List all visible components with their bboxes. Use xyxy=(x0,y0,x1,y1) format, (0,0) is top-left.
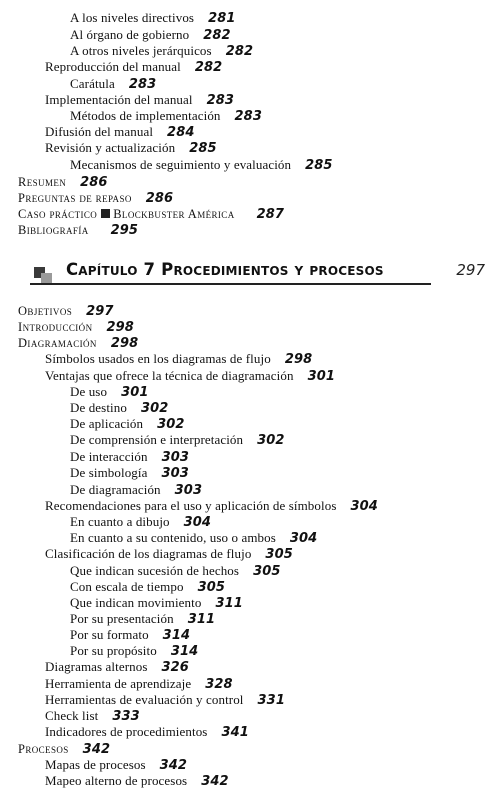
toc-entry-page: 304 xyxy=(350,499,378,514)
toc-entry-page: 303 xyxy=(174,483,203,498)
toc-entry xyxy=(45,546,293,562)
toc-entry-label: Al órgano de gobierno xyxy=(70,27,190,42)
toc-entry xyxy=(70,432,285,448)
toc-entry-label: A los niveles directivos xyxy=(70,10,195,25)
toc-entry xyxy=(45,140,217,156)
toc-entry-page: 286 xyxy=(80,175,108,190)
toc-entry-page: 342 xyxy=(159,758,188,773)
toc-entry-label: Herramienta de aprendizaje xyxy=(45,676,192,691)
toc-entry-label: Mapeo alterno de procesos xyxy=(45,773,188,788)
toc-entry-label-case: Blockbuster América xyxy=(113,207,235,221)
toc-entry-page: 304 xyxy=(183,515,212,530)
toc-entry-page: 302 xyxy=(257,433,285,448)
toc-entry xyxy=(45,368,335,384)
toc-entry-page: 331 xyxy=(257,693,285,708)
toc-entry-label: De aplicación xyxy=(70,416,144,431)
toc-entry-label: Clasificación de los diagramas de flujo xyxy=(45,546,252,561)
toc-entry xyxy=(70,10,236,26)
toc-entry-label: De interacción xyxy=(70,449,148,464)
toc-entry-label: A otros niveles jerárquicos xyxy=(70,43,212,58)
toc-entry-label: Reproducción del manual xyxy=(45,59,181,74)
toc-entry xyxy=(70,43,253,59)
toc-entry xyxy=(45,659,189,675)
toc-entry xyxy=(45,773,229,789)
toc-entry-page: 342 xyxy=(82,742,111,757)
toc-entry-label: Herramientas de evaluación y control xyxy=(45,692,244,707)
toc-entry-page: 295 xyxy=(110,223,139,238)
toc-entry-label: Introducción xyxy=(18,320,93,334)
chapter-title: Capítulo 7 Procedimientos y procesos xyxy=(66,260,384,279)
toc-entry xyxy=(70,108,262,124)
toc-entry-label: Procesos xyxy=(18,742,69,756)
toc-entry-label: En cuanto a dibujo xyxy=(70,514,170,529)
toc-entry-page: 284 xyxy=(167,125,195,140)
toc-entry-label: Con escala de tiempo xyxy=(70,579,184,594)
toc-entry-page: 283 xyxy=(128,77,157,92)
toc-entry-page: 282 xyxy=(203,28,231,43)
toc-entry-page: 314 xyxy=(162,628,191,643)
toc-entry-label: Diagramas alternos xyxy=(45,659,148,674)
toc-entry xyxy=(45,724,249,740)
toc-entry-page: 304 xyxy=(289,531,318,546)
toc-entry xyxy=(45,124,194,140)
toc-entry-page: 303 xyxy=(161,466,189,481)
toc-entry-page: 287 xyxy=(256,207,285,222)
toc-entry-label: Que indican movimiento xyxy=(70,595,202,610)
toc-entry-label: Por su formato xyxy=(70,627,149,642)
toc-entry-label: Por su propósito xyxy=(70,643,157,658)
toc-entry-page: 281 xyxy=(208,11,236,26)
toc-entry-label: Caso práctico xyxy=(18,207,98,221)
toc-entry-label: Difusión del manual xyxy=(45,124,154,139)
toc-entry-label: Recomendaciones para el uso y aplicación de símbolos xyxy=(45,498,337,513)
toc-entry-page: 305 xyxy=(253,564,281,579)
toc-entry-label: Objetivos xyxy=(18,304,73,318)
toc-entry-label: Check list xyxy=(45,708,99,723)
toc-entry xyxy=(70,384,149,400)
toc-entry-label: Carátula xyxy=(70,76,115,91)
toc-entry xyxy=(70,76,156,92)
toc-entry-label: De destino xyxy=(70,400,127,415)
toc-entry xyxy=(70,579,225,595)
toc-entry-page: 305 xyxy=(197,580,225,595)
toc-entry-label: Símbolos usados en los diagramas de flujo xyxy=(45,351,271,366)
toc-entry xyxy=(70,530,317,546)
toc-entry xyxy=(18,190,173,206)
toc-entry-label: De simbología xyxy=(70,465,148,480)
toc-entry-bibliografia xyxy=(18,222,138,238)
toc-entry-page: 341 xyxy=(221,725,249,740)
toc-entry-page: 302 xyxy=(157,417,185,432)
toc-entry-page: 342 xyxy=(201,774,229,789)
toc-entry-page: 285 xyxy=(189,141,217,156)
toc-entry xyxy=(70,27,231,43)
toc-entry xyxy=(45,351,312,367)
toc-entry-page: 333 xyxy=(112,709,140,724)
toc-entry-label: De uso xyxy=(70,384,108,399)
square-bullet-icon xyxy=(101,209,110,218)
toc-entry xyxy=(70,563,281,579)
toc-entry-page: 303 xyxy=(161,450,189,465)
toc-entry xyxy=(45,498,378,514)
toc-entry xyxy=(45,708,140,724)
chapter-rule xyxy=(30,283,431,285)
toc-entry xyxy=(70,643,198,659)
chapter-heading xyxy=(0,260,501,286)
toc-entry xyxy=(45,59,222,75)
toc-entry-page: 298 xyxy=(106,320,134,335)
toc-entry xyxy=(70,157,333,173)
toc-entry-page: 298 xyxy=(284,352,313,367)
toc-entry-label: En cuanto a su contenido, uso o ambos xyxy=(70,530,276,545)
toc-entry-page: 282 xyxy=(194,60,223,75)
toc-entry xyxy=(45,757,187,773)
toc-entry xyxy=(70,611,215,627)
toc-entry xyxy=(45,92,234,108)
toc-entry-page: 301 xyxy=(121,385,149,400)
toc-entry-label: Mapas de procesos xyxy=(45,757,146,772)
toc-entry-label: De diagramación xyxy=(70,482,161,497)
toc-entry-page: 328 xyxy=(205,677,233,692)
toc-entry-label: Indicadores de procedimientos xyxy=(45,724,208,739)
toc-entry xyxy=(70,400,168,416)
toc-entry xyxy=(70,627,190,643)
toc-entry-page: 283 xyxy=(206,93,235,108)
toc-entry xyxy=(18,319,134,335)
toc-entry-label: Ventajas que ofrece la técnica de diagramación xyxy=(45,368,294,383)
toc-entry-page: 283 xyxy=(234,109,262,124)
toc-entry xyxy=(18,335,138,351)
toc-entry-page: 311 xyxy=(215,596,243,611)
toc-entry-label: De comprensión e interpretación xyxy=(70,432,244,447)
toc-entry-page: 326 xyxy=(161,660,189,675)
toc-entry-label: Bibliografía xyxy=(18,223,89,237)
toc-entry-label: Mecanismos de seguimiento y evaluación xyxy=(70,157,292,172)
toc-entry-label: Métodos de implementación xyxy=(70,108,221,123)
toc-entry-label: Por su presentación xyxy=(70,611,174,626)
toc-entry-page: 285 xyxy=(305,158,333,173)
toc-entry-label: Que indican sucesión de hechos xyxy=(70,563,240,578)
toc-entry xyxy=(18,174,108,190)
toc-entry xyxy=(45,692,285,708)
toc-entry-page: 297 xyxy=(86,304,114,319)
toc-entry-page: 282 xyxy=(225,44,254,59)
toc-entry-label: Preguntas de repaso xyxy=(18,191,132,205)
toc-entry-label: Diagramación xyxy=(18,336,97,350)
toc-entry-page: 301 xyxy=(307,369,336,384)
toc-entry-page: 298 xyxy=(110,336,139,351)
toc-entry-page: 311 xyxy=(187,612,216,627)
chapter-page: 297 xyxy=(456,261,485,279)
toc-entry-caso-practico xyxy=(18,206,284,222)
toc-entry xyxy=(45,676,233,692)
toc-entry xyxy=(70,482,202,498)
toc-entry xyxy=(18,741,110,757)
toc-entry-label: Implementación del manual xyxy=(45,92,193,107)
toc-entry xyxy=(70,595,243,611)
toc-entry-page: 305 xyxy=(265,547,293,562)
toc-entry xyxy=(70,514,211,530)
toc-entry xyxy=(18,303,114,319)
toc-entry xyxy=(70,416,185,432)
toc-entry xyxy=(70,449,189,465)
toc-entry-page: 302 xyxy=(140,401,169,416)
toc-entry-page: 314 xyxy=(170,644,199,659)
toc-entry-page: 286 xyxy=(145,191,174,206)
toc-entry-label: Resumen xyxy=(18,175,67,189)
toc-entry xyxy=(70,465,189,481)
toc-entry-label: Revisión y actualización xyxy=(45,140,176,155)
